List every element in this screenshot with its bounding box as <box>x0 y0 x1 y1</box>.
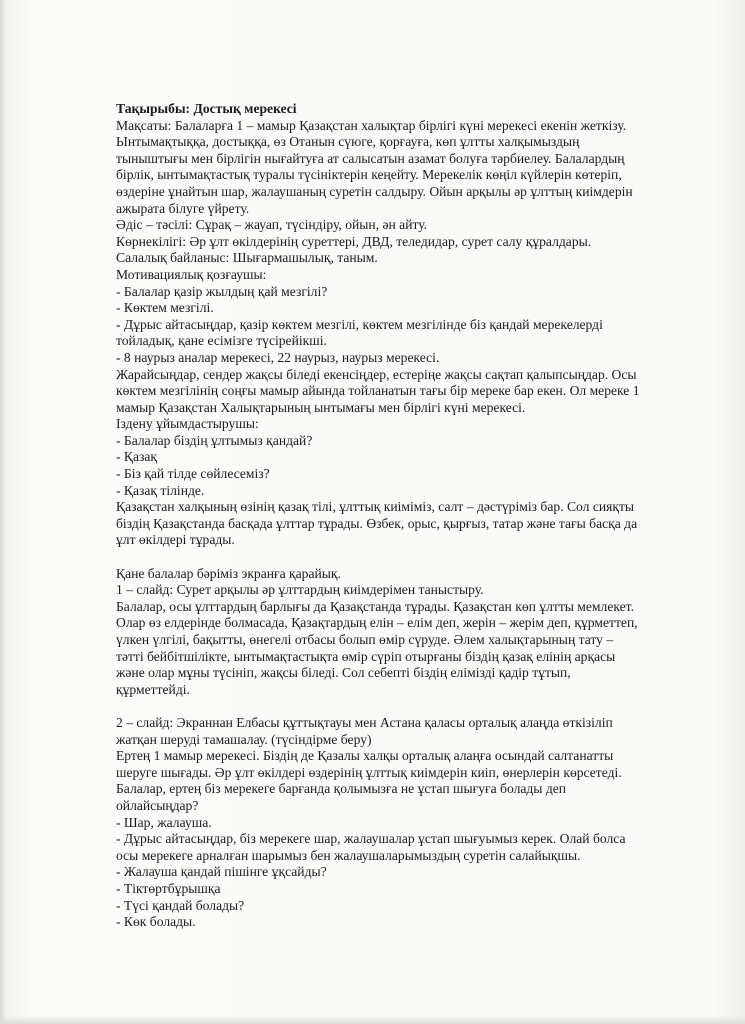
text-line: - Дұрыс айтасыңдар, қазір көктем мезгілі, көктем мезгілінде біз қандай мерекелерді <box>116 316 603 332</box>
text-line: Мотивациялық қозғаушы: <box>116 266 267 282</box>
text-line: 1 – слайд: Сурет арқылы әр ұлттардың киімдерімен таныстыру. <box>116 582 484 598</box>
text-line: - Көк болады. <box>116 914 196 930</box>
document-body <box>116 101 686 931</box>
text-line: өздеріне ұнайтын шар, жалаушаның суретін салдыру. Ойын арқылы әр ұлттың киімдерін <box>116 183 633 199</box>
document-title: Тақырыбы: Достық мерекесі <box>116 101 297 116</box>
text-line: осы мерекеге арналған шарымыз бен жалаушаларымыздың суретін салайықшы. <box>116 847 581 863</box>
text-line: Іздену ұйымдастырушы: <box>116 416 259 432</box>
text-line: - Қазақ тілінде. <box>116 482 205 498</box>
text-line: - Біз қай тілде сөйлесеміз? <box>116 466 270 482</box>
text-line: тәтті бейбітшілікте, ынтымақтастықта өмір сүріп отырғаны біздің қазақ елінің арқасы <box>116 648 616 664</box>
text-line: Қане балалар бәріміз экранға қарайық. <box>116 565 341 581</box>
text-line: Ертең 1 мамыр мерекесі. Біздің де Қазалы халқы орталық алаңға осындай салтанатты <box>116 748 614 764</box>
text-line: тойладық, қане есімізге түсірейікші. <box>116 333 327 349</box>
text-line: үлкен үлгілі, бақытты, өнегелі отбасы болып өмір сүруде. Әлем халықтарының тату – <box>116 632 614 647</box>
text-line: Балалар, осы ұлттардың барлығы да Қазақстанда тұрады. Қазақстан көп ұлтты мемлекет. <box>116 598 634 614</box>
text-line: Жарайсыңдар, сендер жақсы біледі екенсіңдер, естеріңе жақсы сақтап қалыпсыңдар. Осы <box>116 366 637 382</box>
text-line: ойлайсыңдар? <box>116 797 199 813</box>
text-line: Мақсаты: Балаларға 1 – мамыр Қазақстан халықтар бірлігі күні мерекесі екенін жеткізу. <box>116 117 627 133</box>
text-line: жатқан шеруді тамашалау. (түсіндірме беру) <box>116 731 372 747</box>
text-line: Балалар, ертең біз мерекеге барғанда қолымызға не ұстап шығуға болады деп <box>116 781 567 797</box>
text-line: және олар мұны түсініп, жақсы біледі. Сол себепті біздің елімізді қадір тұтып, <box>116 665 571 681</box>
paragraph-gap <box>116 698 686 715</box>
text-line: - Түсі қандай болады? <box>116 897 245 913</box>
text-line: құрметтейді. <box>116 681 190 697</box>
text-line: - Дұрыс айтасыңдар, біз мерекеге шар, жалаушалар ұстап шығуымыз керек. Олай болса <box>116 831 626 847</box>
paragraph-gap <box>116 549 686 566</box>
text-line: тыныштығы мен бірлігін нығайтуға ат салысатын азамат болуға тәрбиелеу. Балалардың <box>116 150 625 166</box>
text-line: мамыр Қазақстан Халықтарының ынтымағы мен бірлігі күні мерекесі. <box>116 399 526 415</box>
text-line: - 8 наурыз аналар мерекесі, 22 наурыз, наурыз мерекесі. <box>116 349 440 365</box>
text-line: бірлік, ынтымақтастық туралы түсініктерін кеңейту. Мерекелік көңіл күйлерін көтеріп, <box>116 167 622 183</box>
text-line: - Балалар қазір жылдың қай мезгілі? <box>116 283 328 299</box>
text-line: - Жалауша қандай пішінге ұқсайды? <box>116 864 327 880</box>
text-line: Әдіс – тәсілі: Сұрақ – жауап, түсіндіру, ойын, ән айту. <box>116 217 428 233</box>
text-line: 2 – слайд: Экраннан Елбасы құттықтауы мен Астана қаласы орталық алаңда өткізіліп <box>116 714 613 730</box>
text-line: көктем мезгілінің соңғы мамыр айында тойланатын тағы бір мереке бар екен. Ол мереке 1 <box>116 383 640 399</box>
lesson-goals-section <box>116 118 686 549</box>
text-line: - Тіктөртбұрышқа <box>116 880 221 896</box>
text-line: - Қазақ <box>116 449 158 465</box>
slide-two-section <box>116 715 686 931</box>
text-line: Көрнекілігі: Әр ұлт өкілдерінің суреттері, ДВД, теледидар, сурет салу құралдары. <box>116 233 592 249</box>
text-line: Салалық байланыс: Шығармашылық, таным. <box>116 250 378 266</box>
text-line: - Шар, жалауша. <box>116 814 212 830</box>
text-line: Ынтымақтыққа, достыққа, өз Отанын сүюге, қорғауға, көп ұлтты халқымыздың <box>116 134 580 150</box>
slide-one-section <box>116 566 686 699</box>
text-line: Олар өз елдерінде болмасада, Қазақтардың елін – елім деп, жерін – жерім деп, құрметтеп, <box>116 615 638 631</box>
text-line: Қазақстан халқының өзінің қазақ тілі, ұлттық киіміміз, салт – дәстүріміз бар. Сол сияқты <box>116 499 635 515</box>
text-line: ажырата білуге үйрету. <box>116 200 250 216</box>
text-line: ұлт өкілдері тұрады. <box>116 532 235 548</box>
text-line: - Көктем мезгілі. <box>116 300 214 316</box>
text-line: шеруге шығады. Әр ұлт өкілдері өздерінің ұлттық киімдерін киіп, өнерлерін көрсетеді. <box>116 764 622 780</box>
text-line: біздің Қазақстанда басқада ұлттар тұрады. Өзбек, орыс, қырғыз, татар және тағы басқа да <box>116 515 638 531</box>
scan-edge-left <box>0 0 6 1024</box>
text-line: - Балалар біздің ұлтымыз қандай? <box>116 432 313 448</box>
scan-edge-bottom <box>0 1016 745 1024</box>
